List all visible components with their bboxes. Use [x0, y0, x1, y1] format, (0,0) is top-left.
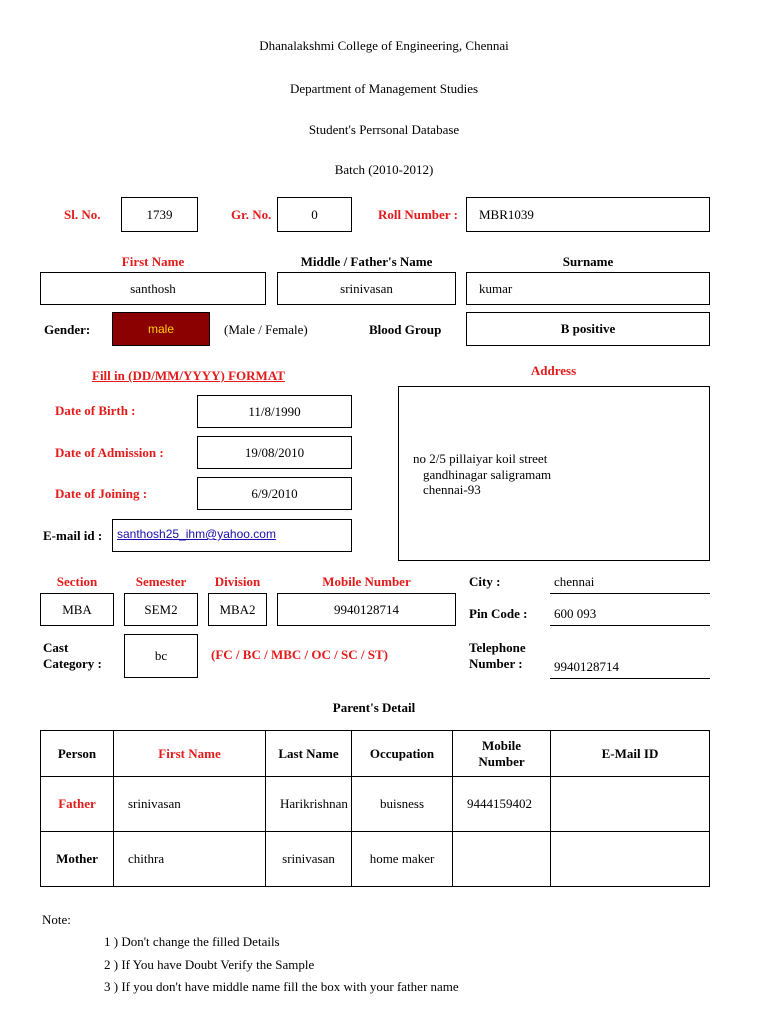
college-name: Dhanalakshmi College of Engineering, Chennai	[259, 38, 509, 53]
batch-label: Batch (2010-2012)	[334, 162, 434, 177]
surname-label: Surname	[562, 254, 614, 269]
email-label: E-mail id :	[43, 528, 103, 543]
table-header-row	[41, 731, 710, 777]
division-field[interactable]: MBA2	[208, 593, 267, 626]
address-line-3: chennai-93	[423, 482, 481, 497]
first-name-field[interactable]: santhosh	[40, 272, 266, 305]
cell-mobile[interactable]: 9444159402	[453, 777, 551, 832]
cell-first-name[interactable]: srinivasan	[114, 777, 266, 832]
col-last-name: Last Name	[266, 731, 352, 777]
blood-group-field[interactable]: B positive	[466, 312, 710, 346]
cell-last-name[interactable]: Harikrishnan	[266, 777, 352, 832]
middle-name-field[interactable]: srinivasan	[277, 272, 456, 305]
parents-detail-title: Parent's Detail	[332, 700, 416, 715]
sl-no-field[interactable]: 1739	[121, 197, 198, 232]
address-label: Address	[530, 363, 577, 378]
cell-person: Father	[41, 777, 114, 832]
col-mobile-number: Mobile Number	[453, 731, 551, 777]
cast-label-line1: Cast	[43, 640, 69, 655]
col-occupation: Occupation	[352, 731, 453, 777]
date-format-note: Fill in (DD/MM/YYYY) FORMAT	[92, 368, 285, 383]
cast-label-line2: Category :	[43, 656, 102, 671]
cast-category-field[interactable]: bc	[124, 634, 198, 678]
doa-field[interactable]: 19/08/2010	[197, 436, 352, 469]
address-field[interactable]	[398, 386, 710, 561]
email-field[interactable]	[112, 519, 352, 552]
telephone-field[interactable]: 9940128714	[550, 659, 710, 679]
note-title: Note:	[42, 912, 71, 927]
mobile-number-field[interactable]: 9940128714	[277, 593, 456, 626]
section-label: Section	[56, 574, 98, 589]
page-title: Student's Perrsonal Database	[308, 122, 460, 137]
col-first-name: First Name	[114, 731, 266, 777]
address-line-1: no 2/5 pillaiyar koil street	[413, 451, 548, 466]
parents-table	[40, 730, 710, 887]
gr-no-field[interactable]: 0	[277, 197, 352, 232]
cast-options-hint: (FC / BC / MBC / OC / SC / ST)	[211, 647, 388, 662]
gender-hint: (Male / Female)	[224, 322, 308, 337]
note-item-2: 2 ) If You have Doubt Verify the Sample	[104, 957, 315, 972]
cell-last-name[interactable]: srinivasan	[266, 832, 352, 887]
section-field[interactable]: MBA	[40, 593, 114, 626]
blood-group-label: Blood Group	[369, 322, 442, 337]
doj-label: Date of Joining :	[55, 486, 148, 501]
middle-name-label: Middle / Father's Name	[300, 254, 433, 269]
mobile-number-label: Mobile Number	[322, 574, 411, 589]
cell-occupation[interactable]: buisness	[352, 777, 453, 832]
address-line-2: gandhinagar saligramam	[423, 467, 552, 482]
first-name-label: First Name	[121, 254, 185, 269]
roll-number-field[interactable]: MBR1039	[466, 197, 710, 232]
table-row	[41, 777, 710, 832]
dob-label: Date of Birth :	[55, 403, 136, 418]
telephone-label-line2: Number :	[469, 656, 523, 671]
surname-field[interactable]: kumar	[466, 272, 710, 305]
cell-email[interactable]	[551, 777, 710, 832]
city-field[interactable]: chennai	[550, 574, 710, 594]
cell-person: Mother	[41, 832, 114, 887]
doj-field[interactable]: 6/9/2010	[197, 477, 352, 510]
roll-number-label: Roll Number :	[378, 207, 458, 222]
semester-label: Semester	[135, 574, 187, 589]
col-email-id: E-Mail ID	[551, 731, 710, 777]
cell-first-name[interactable]: chithra	[114, 832, 266, 887]
cell-mobile[interactable]	[453, 832, 551, 887]
pin-code-label: Pin Code :	[469, 606, 528, 621]
cell-occupation[interactable]: home maker	[352, 832, 453, 887]
gr-no-label: Gr. No.	[231, 207, 272, 222]
note-item-1: 1 ) Don't change the filled Details	[104, 934, 280, 949]
pin-code-field[interactable]: 600 093	[550, 606, 710, 626]
semester-field[interactable]: SEM2	[124, 593, 198, 626]
gender-field[interactable]: male	[112, 312, 210, 346]
doa-label: Date of Admission :	[55, 445, 164, 460]
email-link[interactable]: santhosh25_ihm@yahoo.com	[117, 527, 276, 541]
gender-label: Gender:	[44, 322, 91, 337]
division-label: Division	[214, 574, 261, 589]
col-person: Person	[41, 731, 114, 777]
table-row	[41, 832, 710, 887]
dob-field[interactable]: 11/8/1990	[197, 395, 352, 428]
sl-no-label: Sl. No.	[64, 207, 101, 222]
note-item-3: 3 ) If you don't have middle name fill the box with your father name	[104, 979, 459, 994]
city-label: City :	[469, 574, 501, 589]
telephone-label-line1: Telephone	[469, 640, 526, 655]
department-name: Department of Management Studies	[289, 81, 479, 96]
cell-email[interactable]	[551, 832, 710, 887]
